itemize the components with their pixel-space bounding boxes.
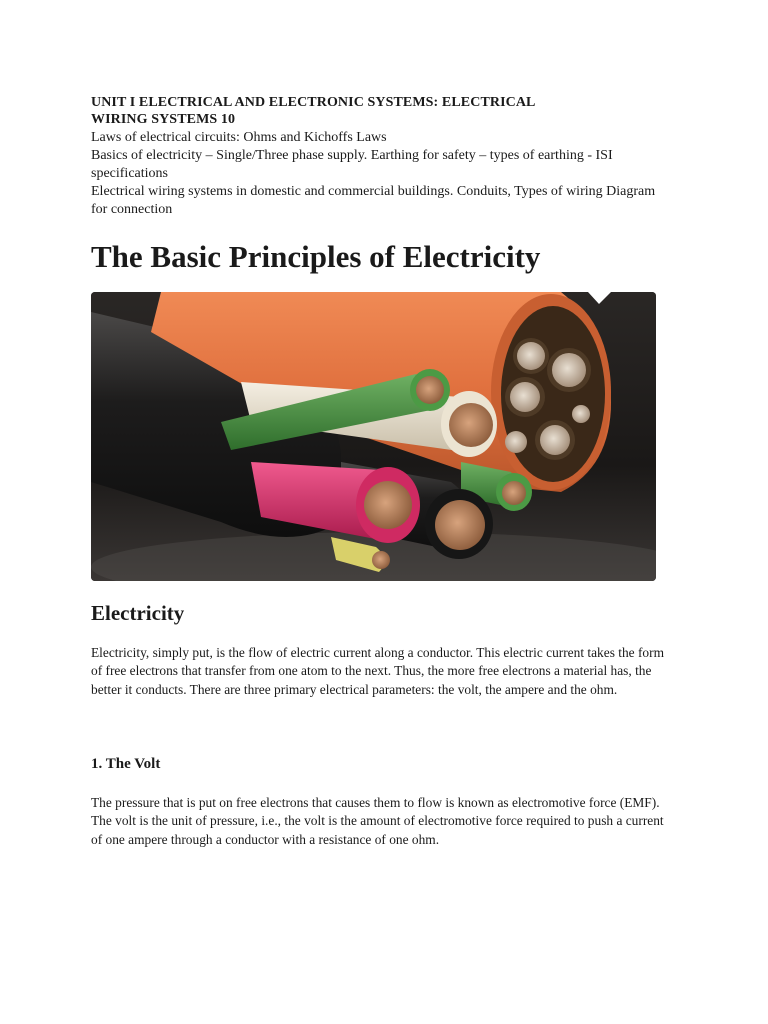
syllabus-item: Electrical wiring systems in domestic and commercial buildings. Conduits, Types of wiring Diagram for connection: [91, 184, 656, 217]
electrical-cables-photo: [91, 292, 656, 581]
unit-heading-line-1: UNIT I ELECTRICAL AND ELECTRONIC SYSTEMS: ELECTRICAL: [91, 95, 536, 110]
body-paragraph: The pressure that is put on free electrons that causes them to flow is known as electromotive force (EMF). The volt is the unit of pressure, i.e., the volt is the amount of electromotive force required to push a current of one ampere through a conductor with a resistance of one ohm.: [91, 795, 664, 847]
body-paragraph: Electricity, simply put, is the flow of electric current along a conductor. This electric current takes the form of free electrons that transfer from one atom to the next. Thus, the more free electrons a material has, the better it conducts. There are three primary electrical parameters: the volt, the ampere and the ohm.: [91, 645, 664, 697]
page-title: The Basic Principles of Electricity: [91, 239, 541, 274]
syllabus-list: [91, 129, 661, 219]
subsection-title: 1. The Volt: [91, 756, 161, 772]
syllabus-item: Laws of electrical circuits: Ohms and Kichoffs Laws: [91, 130, 387, 145]
unit-heading: [91, 94, 661, 128]
section-title: Electricity: [91, 601, 185, 625]
syllabus-item: Basics of electricity – Single/Three phase supply. Earthing for safety – types of earthing - ISI specifications: [91, 148, 613, 181]
unit-heading-line-2: WIRING SYSTEMS 10: [91, 112, 236, 127]
